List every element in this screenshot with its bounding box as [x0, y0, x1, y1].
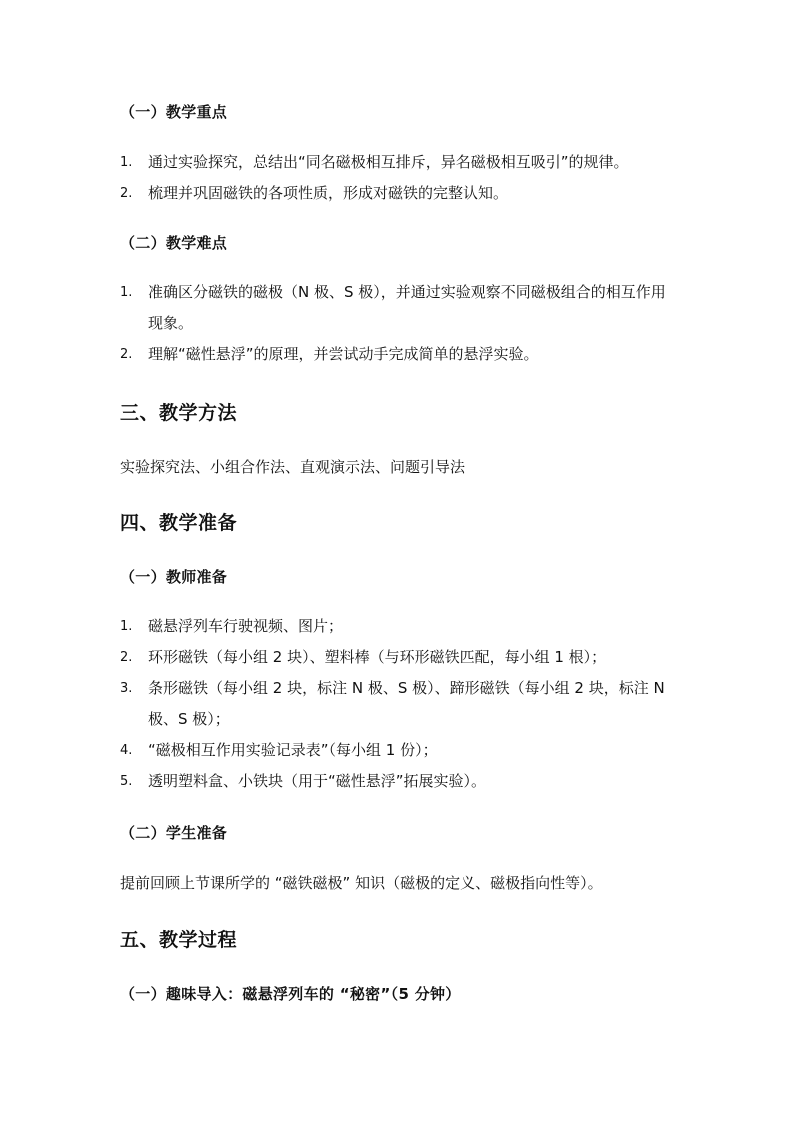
list-item	[120, 147, 680, 178]
student-prep-text: 提前回顾上节课所学的 “磁铁磁极” 知识（磁极的定义、磁极指向性等）。	[120, 874, 603, 892]
key-points-heading: （一）教学重点	[120, 103, 228, 121]
list-number: 2.	[120, 347, 133, 362]
teacher-prep-heading: （一）教师准备	[120, 568, 228, 586]
key-points-list	[120, 147, 680, 209]
list-number: 1.	[120, 155, 133, 170]
list-text: 磁悬浮列车行驶视频、图片；	[148, 617, 344, 635]
intro-subheading: （一）趣味导入：磁悬浮列车的 “秘密”（5 分钟）	[120, 985, 461, 1003]
list-number: 1.	[120, 619, 133, 634]
student-prep-heading: （二）学生准备	[120, 824, 228, 842]
list-text: 通过实验探究，总结出“同名磁极相互排斥，异名磁极相互吸引”的规律。	[148, 153, 629, 171]
difficulties-heading: （二）教学难点	[120, 234, 228, 252]
list-text: 准确区分磁铁的磁极（N 极、S 极），并通过实验观察不同磁极组合的相互作用现象。	[148, 283, 666, 332]
list-number: 5.	[120, 774, 133, 789]
preparation-heading: 四、教学准备	[120, 512, 238, 534]
list-text: 理解“磁性悬浮”的原理，并尝试动手完成简单的悬浮实验。	[148, 345, 539, 363]
list-number: 3.	[120, 681, 133, 696]
list-text: “磁极相互作用实验记录表”（每小组 1 份）；	[148, 741, 438, 759]
process-heading: 五、教学过程	[120, 929, 238, 951]
methods-heading: 三、教学方法	[120, 402, 238, 424]
list-text: 环形磁铁（每小组 2 块）、塑料棒（与环形磁铁匹配，每小组 1 根）；	[148, 648, 607, 666]
list-text: 透明塑料盒、小铁块（用于“磁性悬浮”拓展实验）。	[148, 772, 487, 790]
list-text: 条形磁铁（每小组 2 块，标注 N 极、S 极）、蹄形磁铁（每小组 2 块，标注 N 极、S 极）；	[148, 679, 665, 728]
list-item	[120, 735, 680, 766]
list-item	[120, 178, 680, 209]
list-item	[120, 766, 680, 797]
teacher-prep-list	[120, 611, 680, 797]
list-text: 梳理并巩固磁铁的各项性质，形成对磁铁的完整认知。	[148, 184, 509, 202]
list-item	[120, 673, 680, 735]
list-number: 1.	[120, 285, 133, 300]
list-number: 4.	[120, 743, 133, 758]
methods-text: 实验探究法、小组合作法、直观演示法、问题引导法	[120, 458, 466, 476]
difficulties-list	[120, 277, 680, 370]
list-number: 2.	[120, 650, 133, 665]
list-item	[120, 642, 680, 673]
list-item	[120, 277, 680, 339]
list-item	[120, 611, 680, 642]
list-number: 2.	[120, 186, 133, 201]
list-item	[120, 339, 680, 370]
